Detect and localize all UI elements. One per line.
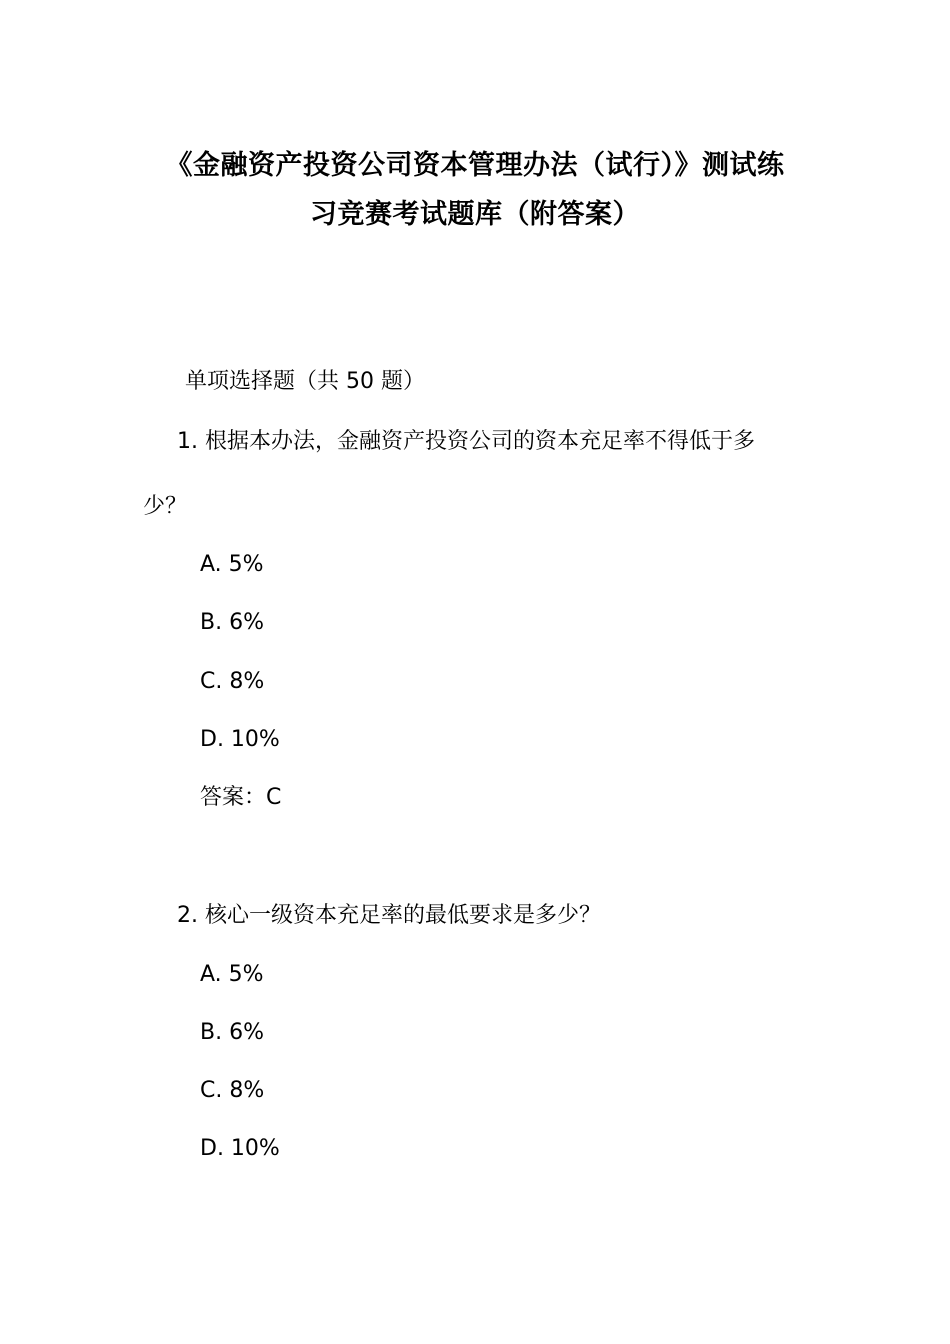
- section-header: 单项选择题（共 50 题）: [185, 369, 425, 394]
- question-2-stem: 2. 核心一级资本充足率的最低要求是多少？: [177, 903, 601, 928]
- question-1-option-b: B. 6%: [200, 610, 264, 635]
- question-2-option-b: B. 6%: [200, 1020, 264, 1045]
- question-1-stem-line-2: 少？: [143, 494, 188, 519]
- question-1-option-a: A. 5%: [200, 552, 264, 577]
- question-2-option-c: C. 8%: [200, 1078, 265, 1103]
- question-1-option-d: D. 10%: [200, 727, 280, 752]
- question-2-option-d: D. 10%: [200, 1136, 280, 1161]
- document-title-line-1: 《金融资产投资公司资本管理办法（试行）》测试练: [165, 150, 785, 181]
- document-title-line-2: 习竞赛考试题库（附答案）: [310, 199, 640, 230]
- question-1-answer: 答案：C: [200, 785, 282, 810]
- question-2-option-a: A. 5%: [200, 962, 264, 987]
- question-1-stem-line-1: 1. 根据本办法，金融资产投资公司的资本充足率不得低于多: [177, 429, 755, 454]
- question-1-option-c: C. 8%: [200, 669, 265, 694]
